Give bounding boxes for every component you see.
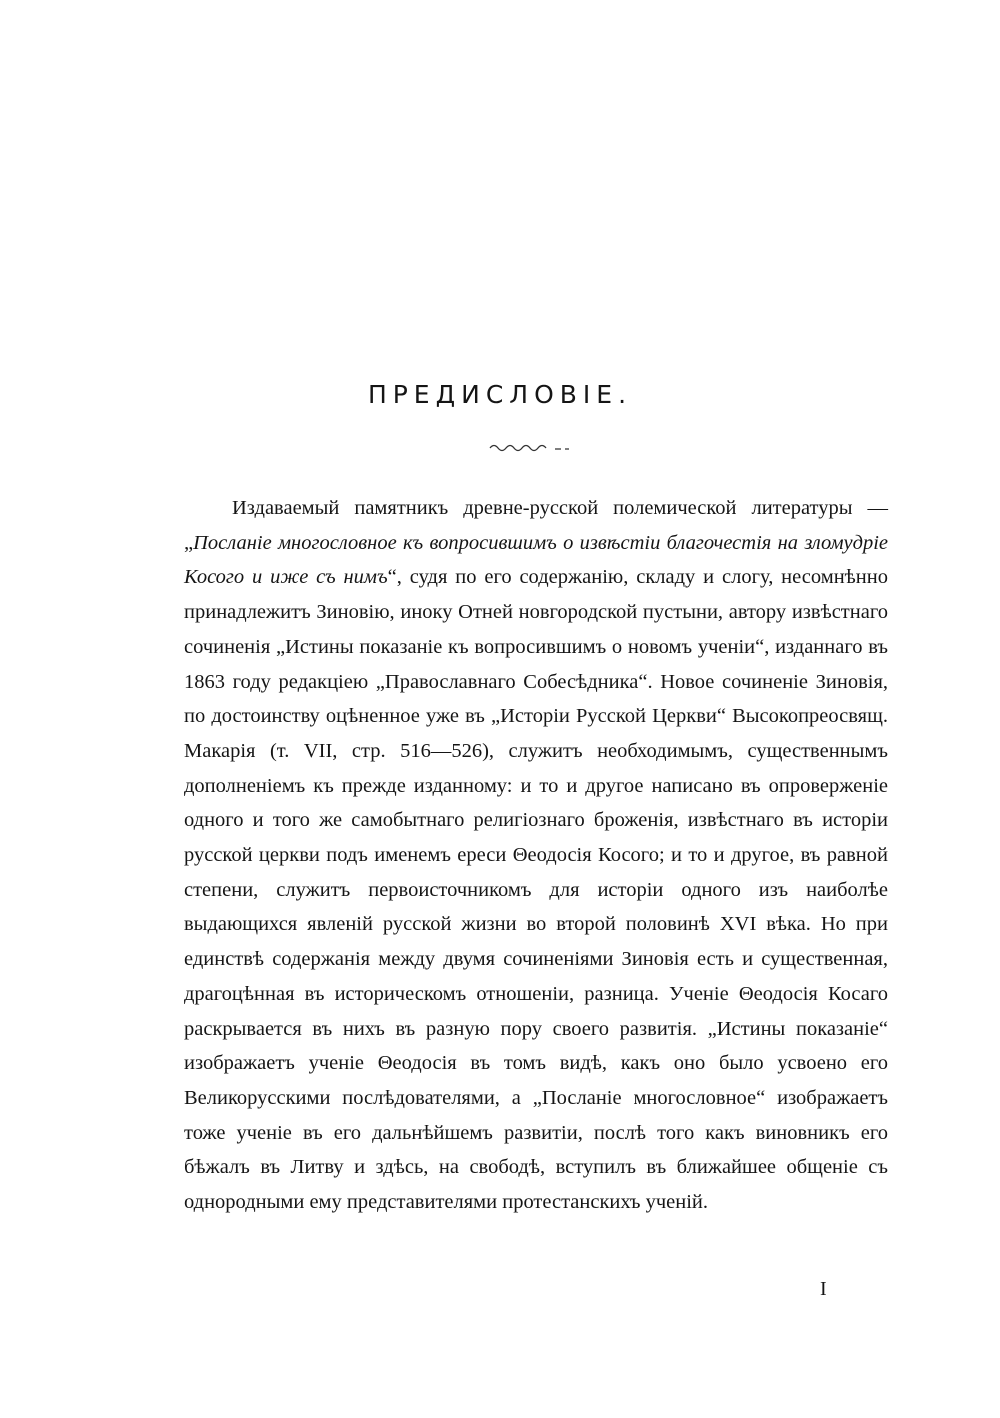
italic-work-title: Посланіе многословное къ вопросившимъ о извѣстіи благочестія на зломудріе Косого и иже съ нимъ <box>184 531 888 589</box>
preface-paragraph <box>184 491 888 1220</box>
page-title: ПРЕДИСЛОВІЕ. <box>367 380 633 409</box>
preface-body <box>184 491 888 1220</box>
page-number: I <box>820 1278 827 1300</box>
wavy-rule-ornament <box>485 438 575 456</box>
paragraph-text-start: Издаваемый памятникъ древне-русской полемической литературы — „ <box>184 497 888 554</box>
paragraph-text-rest: “, судя по его содержанію, складу и слогу, несомнѣнно принадлежитъ Зиновію, иноку Отней новгородской пустыни, автору извѣстнаго сочиненія „Истины показаніе къ вопросившимъ о новомъ ученіи“, изданнаго въ 1863 году редакціею „Православнаго Собесѣдника“. Новое сочиненіе Зиновія, по достоинству оцѣненное уже въ „Исторіи Русской Церкви“ Высокопреосвящ. Макарія (т. VII, стр. 516—526), служитъ необходимымъ, существеннымъ дополненіемъ къ прежде изданному: и то и другое написано въ опроверженіе одного и того же самобытнаго религіознаго броженія, извѣстнаго въ исторіи русской церкви подъ именемъ ереси Θеодосія Косого; и то и другое, въ равной степени, служитъ первоисточникомъ для исторіи одного изъ наиболѣе выдающихся явленій русской жизни во второй половинѣ XVI вѣка. Но при единствѣ содержанія между двумя сочиненіями Зиновія есть и существенная, драгоцѣнная въ историческомъ отношеніи, разница. Ученіе Θеодосія Косаго раскрывается въ нихъ въ разную пору своего развитія. „Истины показаніе“ изображаетъ ученіе Θеодосія въ томъ видѣ, какъ оно было усвоено его Великорусскими послѣдователями, а „Посланіе многословное“ изображаетъ тоже ученіе въ его дальнѣйшемъ развитіи, послѣ того какъ виновникъ его бѣжалъ въ Литву и здѣсь, на свободѣ, вступилъ въ ближайшее общеніе съ однородными ему представителями протестанскихъ ученій. <box>184 566 888 1214</box>
